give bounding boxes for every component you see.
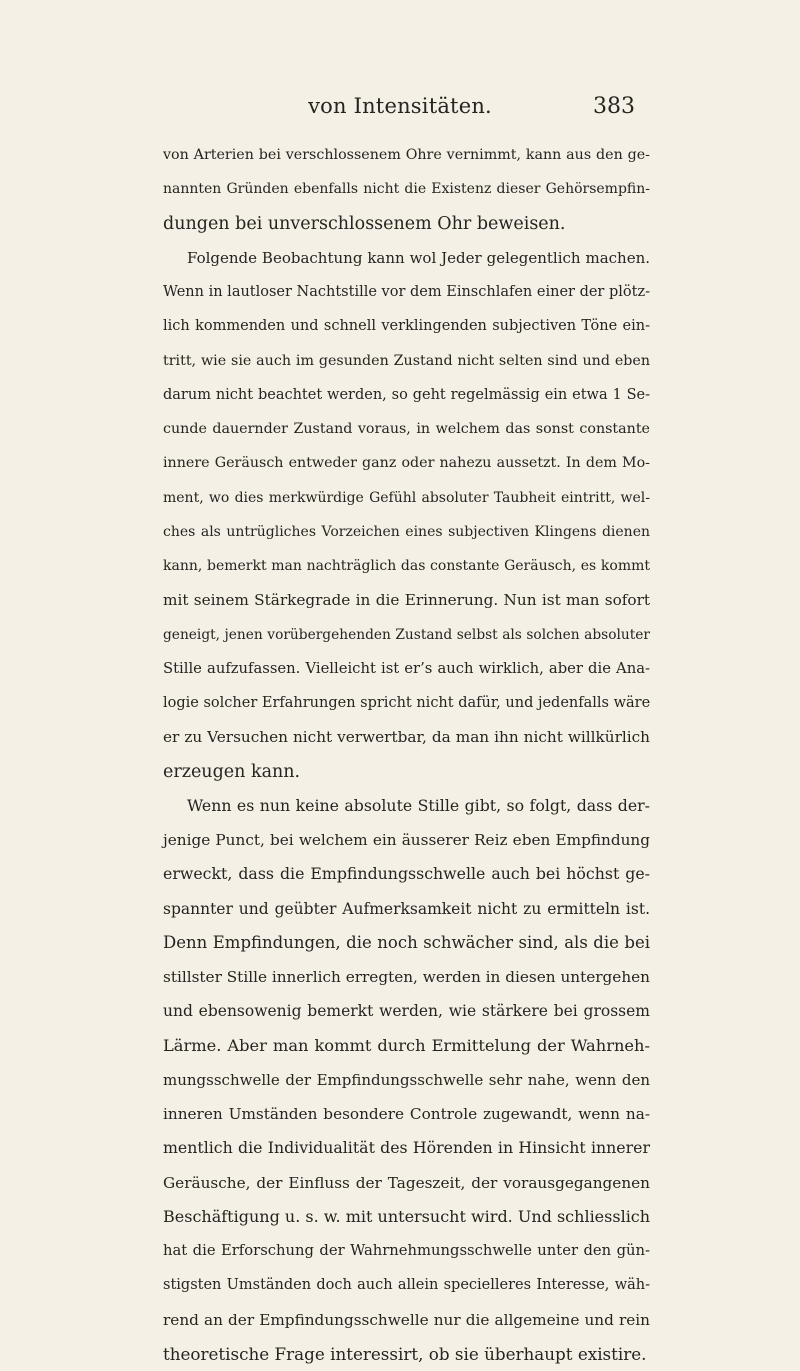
text-line: tritt, wie sie auch im gesunden Zustand nicht selten sind und eben bbox=[163, 352, 650, 369]
body-text bbox=[163, 138, 650, 1371]
text-line: nannten Gründen ebenfalls nicht die Existenz dieser Gehörsempfin- bbox=[163, 181, 650, 198]
text-line: ches als untrügliches Vorzeichen eines subjectiven Klingens dienen bbox=[163, 523, 650, 540]
running-title: von Intensitäten. bbox=[308, 94, 492, 118]
text-line: Lärme. Aber man kommt durch Ermittelung der Wahrneh- bbox=[163, 1035, 650, 1055]
text-line: und ebensowenig bemerkt werden, wie stärkere bei grossem bbox=[163, 1002, 650, 1021]
text-line: von Arterien bei verschlossenem Ohre vernimmt, kann aus den ge- bbox=[163, 147, 650, 163]
text-line: Wenn in lautloser Nachtstille vor dem Einschlafen einer der plötz- bbox=[163, 284, 650, 300]
text-line: spannter und geübter Aufmerksamkeit nicht zu ermitteln ist. bbox=[163, 899, 650, 918]
text-line: ment, wo dies merkwürdige Gefühl absoluter Taubheit eintritt, wel- bbox=[163, 489, 650, 506]
text-line: kann, bemerkt man nachträglich das constante Geräusch, es kommt bbox=[163, 558, 650, 574]
text-line: er zu Versuchen nicht verwertbar, da man ihn nicht willkürlich bbox=[163, 728, 650, 747]
running-header bbox=[0, 94, 800, 128]
page-number: 383 bbox=[593, 94, 635, 119]
text-line: stigsten Umständen doch auch allein specielleres Interesse, wäh- bbox=[163, 1277, 650, 1294]
text-line: innere Geräusch entweder ganz oder nahezu aussetzt. In dem Mo- bbox=[163, 455, 650, 472]
text-line: Denn Empfindungen, die noch schwächer sind, als die bei bbox=[163, 932, 650, 952]
text-line: logie solcher Erfahrungen spricht nicht dafür, und jedenfalls wäre bbox=[163, 695, 651, 711]
text-line: hat die Erforschung der Wahrnehmungsschwelle unter den gün- bbox=[163, 1242, 650, 1259]
text-line: darum nicht beachtet werden, so geht regelmässig ein etwa 1 Se- bbox=[163, 386, 650, 403]
text-line: Stille aufzufassen. Vielleicht ist er’s auch wirklich, aber die Ana- bbox=[163, 659, 650, 677]
text-line: dungen bei unverschlossenem Ohr beweisen. bbox=[163, 213, 566, 234]
text-line: lich kommenden und schnell verklingenden subjectiven Töne ein- bbox=[163, 318, 650, 335]
text-line: Folgende Beobachtung kann wol Jeder gelegentlich machen. bbox=[187, 248, 650, 267]
text-line: mit seinem Stärkegrade in die Erinnerung. Nun ist man sofort bbox=[163, 591, 650, 610]
text-line: theoretische Frage interessirt, ob sie überhaupt existire. bbox=[163, 1343, 647, 1364]
text-line: stillster Stille innerlich erregten, werden in diesen untergehen bbox=[163, 968, 650, 986]
text-line: cunde dauernder Zustand voraus, in welchem das sonst constante bbox=[163, 421, 650, 437]
text-line: mungsschwelle der Empfindungsschwelle sehr nahe, wenn den bbox=[163, 1070, 650, 1089]
text-line: geneigt, jenen vorübergehenden Zustand selbst als solchen absoluter bbox=[163, 626, 650, 643]
text-line: Geräusche, der Einfluss der Tageszeit, der vorausgegangenen bbox=[163, 1173, 650, 1192]
text-line: Beschäftigung u. s. w. mit untersucht wird. Und schliesslich bbox=[163, 1206, 651, 1226]
text-line: rend an der Empfindungsschwelle nur die allgemeine und rein bbox=[163, 1310, 650, 1329]
text-line: erweckt, dass die Empfindungsschwelle auch bei höchst ge- bbox=[163, 864, 650, 884]
text-line: erzeugen kann. bbox=[163, 761, 301, 782]
text-line: Wenn es nun keine absolute Stille gibt, so folgt, dass der- bbox=[187, 795, 650, 815]
text-line: mentlich die Individualität des Hörenden in Hinsicht innerer bbox=[163, 1138, 650, 1158]
text-line: jenige Punct, bei welchem ein äusserer Reiz eben Empfindung bbox=[163, 831, 650, 849]
text-line: inneren Umständen besondere Controle zugewandt, wenn na- bbox=[163, 1105, 650, 1123]
